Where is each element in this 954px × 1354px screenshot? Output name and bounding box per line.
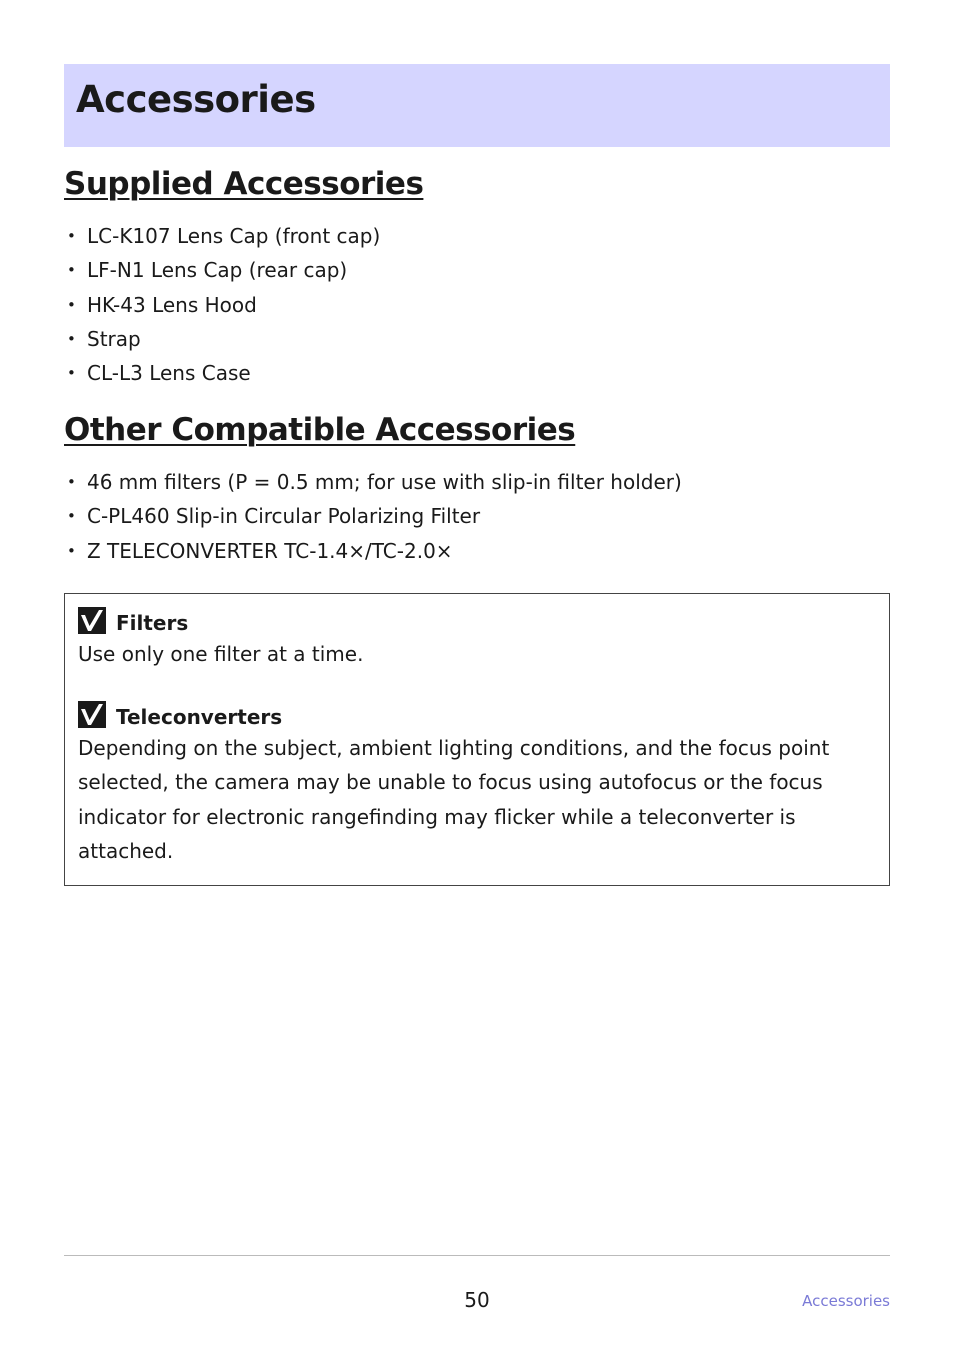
supplied-accessories-heading: Supplied Accessories	[64, 166, 424, 202]
bullet-icon: •	[67, 507, 76, 526]
note-header	[78, 699, 879, 729]
other-accessories-heading: Other Compatible Accessories	[64, 412, 576, 448]
list-item	[64, 465, 682, 499]
bullet-icon: •	[67, 261, 76, 280]
list-item	[64, 499, 682, 533]
bullet-icon: •	[67, 473, 76, 491]
other-accessories-list	[64, 465, 682, 568]
list-item	[64, 356, 380, 390]
list-item-text: HK-43 Lens Hood	[87, 292, 257, 317]
list-item	[64, 219, 380, 253]
checkmark-icon	[78, 607, 106, 634]
page-title: Accessories	[76, 78, 316, 121]
list-item-text: 46 mm filters (P = 0.5 mm; for use with slip-in filter holder)	[87, 470, 682, 494]
note-filters	[78, 605, 879, 671]
list-item-text: C-PL460 Slip-in Circular Polarizing Filter	[87, 504, 481, 529]
bullet-icon: •	[67, 541, 76, 560]
bullet-icon: •	[67, 295, 76, 314]
list-item-text: LC-K107 Lens Cap (front cap)	[87, 224, 381, 248]
note-body: Depending on the subject, ambient lighting conditions, and the focus point selected, the camera may be unable to focus using autofocus or the focus indicator for electronic rangefinding may flicker while a teleconverter is attached.	[78, 736, 830, 863]
page-number: 50	[464, 1288, 490, 1312]
bullet-icon: •	[67, 364, 76, 383]
note-title: Teleconverters	[116, 705, 283, 729]
list-item-text: LF-N1 Lens Cap (rear cap)	[87, 258, 348, 283]
list-item	[64, 288, 380, 322]
bullet-icon: •	[67, 329, 76, 348]
note-title: Filters	[116, 611, 189, 635]
notes-box	[64, 593, 890, 886]
note-body: Use only one filter at a time.	[78, 642, 364, 666]
list-item	[64, 534, 682, 568]
list-item-text: CL-L3 Lens Case	[87, 361, 251, 386]
list-item-text: Z TELECONVERTER TC-1.4×/TC-2.0×	[87, 538, 453, 563]
bullet-icon: •	[67, 227, 76, 245]
page-title-bar	[64, 64, 890, 147]
supplied-accessories-list	[64, 219, 380, 390]
footer-divider	[64, 1255, 890, 1256]
list-item	[64, 322, 380, 356]
note-teleconverters	[78, 699, 879, 868]
list-item	[64, 253, 380, 287]
list-item-text: Strap	[87, 326, 141, 351]
footer-section-link[interactable]: Accessories	[802, 1292, 890, 1310]
checkmark-icon	[78, 701, 106, 728]
note-header	[78, 605, 879, 635]
